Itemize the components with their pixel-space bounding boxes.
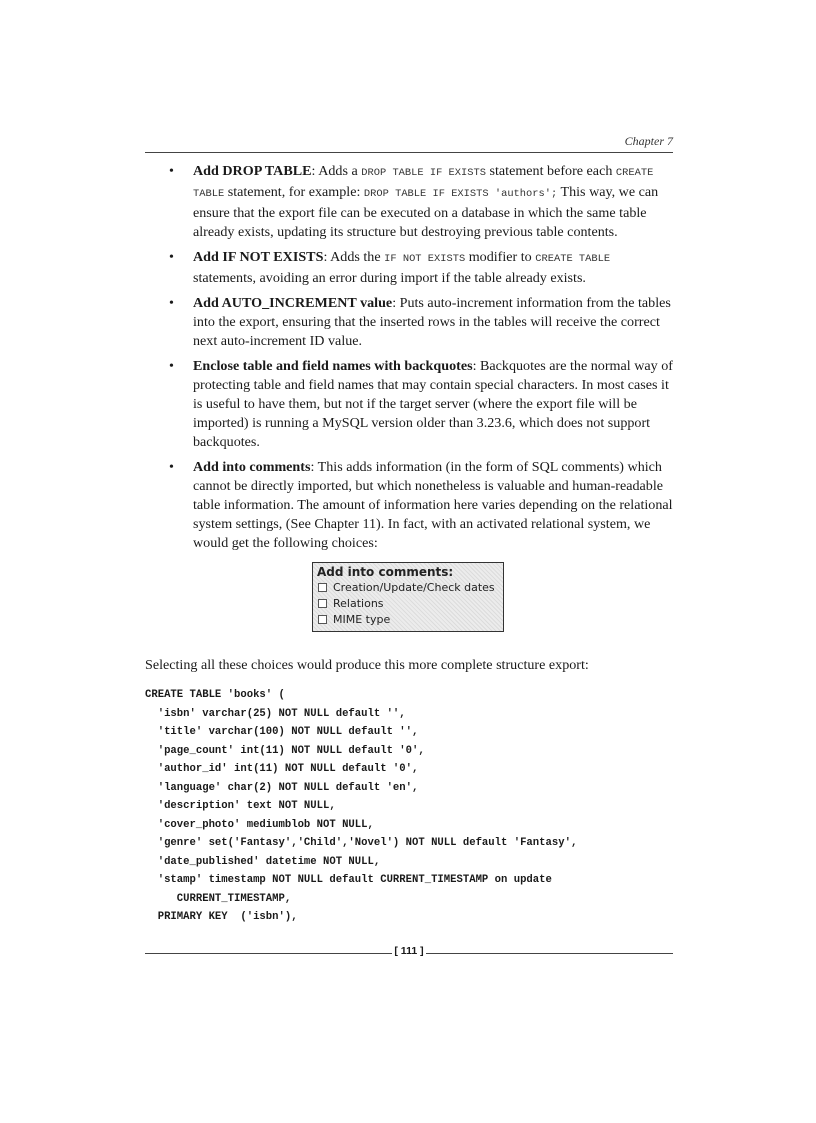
checkbox-mime-type[interactable] <box>318 613 390 626</box>
text-run: : Adds a <box>311 163 362 179</box>
code-line: 'isbn' varchar(25) NOT NULL default '', <box>145 707 406 720</box>
inline-code: CREATE TABLE <box>535 253 611 265</box>
inline-code: DROP TABLE IF EXISTS 'authors'; <box>363 188 558 200</box>
code-line: 'author_id' int(11) NOT NULL default '0', <box>145 763 419 775</box>
list-item <box>145 248 673 288</box>
figure-title: Add into comments: <box>317 565 454 579</box>
text-run: statement before each <box>485 163 616 179</box>
footer-divider-left <box>145 953 392 954</box>
code-line: 'description' text NOT NULL, <box>145 800 336 812</box>
code-line: 'stamp' timestamp NOT NULL default CURRENT_TIMESTAMP on update <box>145 874 552 886</box>
checkbox-label: Creation/Update/Check dates <box>333 581 495 594</box>
list-item <box>145 458 673 553</box>
code-line: 'page_count' int(11) NOT NULL default '0', <box>145 744 425 757</box>
inline-code: CREATE TABLE <box>193 167 654 200</box>
text-run: : This adds information (in the form of SQL comments) which cannot be directly imported, but which nonetheless is valuable and human-readable table information. The amount of information here varies depending on the relational system settings, (See Chapter 11). In fact, with an activated relational system, we would get the following choices: <box>193 459 673 551</box>
bullet-icon: • <box>169 359 174 374</box>
option-list <box>145 162 673 559</box>
code-line: 'genre' set('Fantasy','Child','Novel') NOT NULL default 'Fantasy', <box>145 837 578 849</box>
inline-code: DROP TABLE IF EXISTS <box>361 167 486 179</box>
header-divider <box>145 152 673 153</box>
code-line: CREATE TABLE 'books' ( <box>145 689 285 701</box>
checkbox-creation-dates[interactable] <box>318 581 495 594</box>
text-run: statements, avoiding an error during import if the table already exists. <box>193 270 586 286</box>
list-item <box>145 294 673 351</box>
option-term: Add AUTO_INCREMENT value <box>193 295 393 311</box>
page-number: [ 111 ] <box>394 945 424 957</box>
bullet-icon: • <box>169 250 174 265</box>
text-run: : Backquotes are the normal way of protecting table and field names that may contain special characters. In most cases it is useful to have them, but not if the target server (where the export file will be imported) is running a MySQL version older than 3.23.6, which does not support backquotes. <box>193 358 673 450</box>
text-run: statement, for example: <box>224 184 364 200</box>
checkbox-icon <box>318 599 327 608</box>
list-item <box>145 357 673 452</box>
code-line: 'date_published' datetime NOT NULL, <box>145 855 381 868</box>
code-block <box>145 686 673 927</box>
chapter-header: Chapter 7 <box>624 134 673 148</box>
checkbox-label: MIME type <box>333 613 391 626</box>
text-run: : Puts auto-increment information from the tables into the export, ensuring that the inserted rows in the tables will receive the correct next auto-increment ID value. <box>193 295 671 349</box>
text-run: This way, we can ensure that the export file can be executed on a database in which the same table already exists, updating its structure but destroying previous table contents. <box>193 184 659 240</box>
list-item <box>145 162 673 242</box>
checkbox-icon <box>318 583 327 592</box>
option-term: Add DROP TABLE <box>193 163 312 179</box>
code-line: 'language' char(2) NOT NULL default 'en', <box>145 781 419 794</box>
code-line: 'cover_photo' mediumblob NOT NULL, <box>145 818 374 831</box>
option-term: Add IF NOT EXISTS <box>193 249 324 265</box>
code-intro: Selecting all these choices would produce this more complete structure export: <box>145 657 589 673</box>
code-line: PRIMARY KEY ('isbn'), <box>145 911 298 923</box>
add-into-comments-figure <box>312 562 504 632</box>
text-run: modifier to <box>465 249 536 265</box>
option-term: Add into comments <box>193 459 311 475</box>
inline-code: IF NOT EXISTS <box>384 253 466 265</box>
bullet-icon: • <box>169 296 174 311</box>
bullet-icon: • <box>169 460 174 475</box>
code-line: CURRENT_TIMESTAMP, <box>145 892 292 905</box>
code-line: 'title' varchar(100) NOT NULL default '', <box>145 726 419 738</box>
footer-divider-right <box>426 953 673 954</box>
checkbox-icon <box>318 615 327 624</box>
checkbox-relations[interactable] <box>318 597 384 610</box>
checkbox-label: Relations <box>333 597 384 610</box>
bullet-icon: • <box>169 164 174 179</box>
option-term: Enclose table and field names with backquotes <box>193 358 473 374</box>
text-run: : Adds the <box>323 249 385 265</box>
